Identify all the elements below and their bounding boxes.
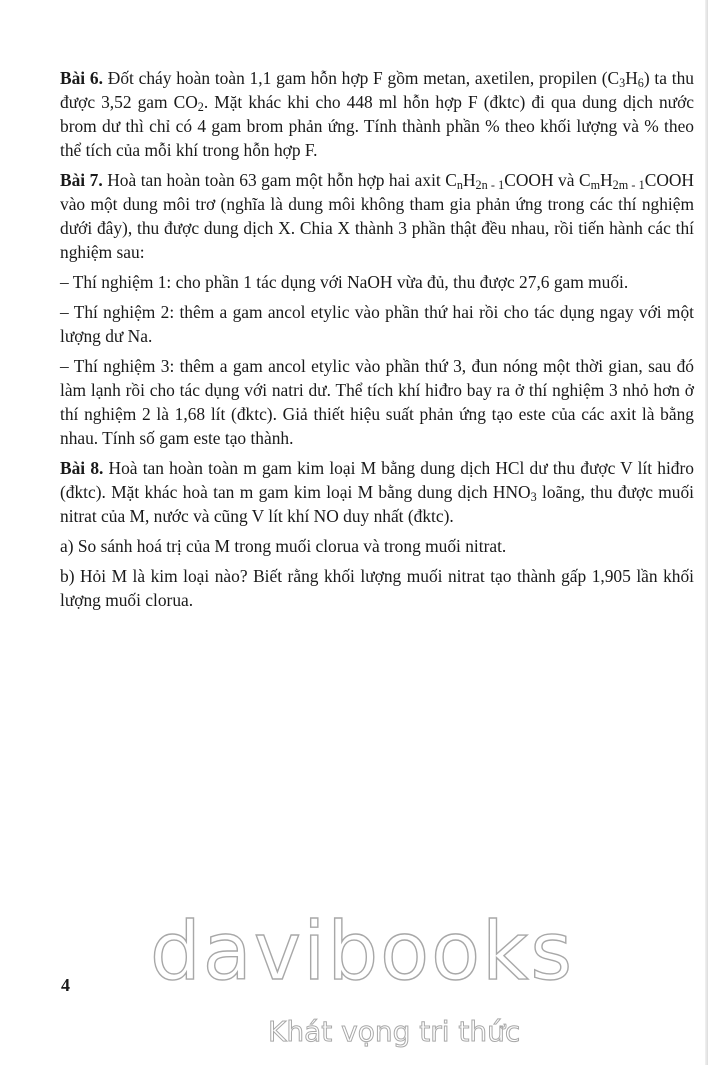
exercise-8 <box>60 456 694 528</box>
subscript: 3 <box>619 76 626 91</box>
exercise-7-text: COOH và C <box>504 170 591 190</box>
watermark-logo: davibooks <box>150 905 575 998</box>
exercise-6-text: . Mặt khác khi cho 448 ml hỗn hợp F (đktc) đi qua dung dịch nước brom dư thì chỉ có 4 gam brom phản ứng. Tính thành phần % theo khối lượng và % theo thể tích của mỗi khí trong hỗn hợp F. <box>60 92 694 160</box>
subscript: 2m - 1 <box>612 178 645 193</box>
subscript: 2 <box>197 100 204 115</box>
exercise-8-text: Hoà tan hoàn toàn m gam kim loại M bằng dung dịch HCl dư thu được V lít hiđro (đktc). Mặt khác hoà tan m gam kim loại M bằng dung dịch HNO <box>60 458 694 502</box>
exercise-6-text: Đốt cháy hoàn toàn 1,1 gam hỗn hợp F gồm metan, axetilen, propilen (C <box>102 68 620 88</box>
exercise-6-heading: Bài 6. <box>60 68 103 88</box>
subscript: 6 <box>637 76 644 91</box>
exercise-8-heading: Bài 8. <box>60 458 104 478</box>
subscript: 3 <box>530 490 537 505</box>
page-number: 4 <box>61 975 70 995</box>
subscript: n <box>456 178 463 193</box>
exercise-8-text: loãng, thu được muối nitrat của M, nước và cũng V lít khí NO duy nhất (đktc). <box>60 482 694 526</box>
exercise-6-text: H <box>625 68 638 88</box>
subscript: m <box>590 178 601 193</box>
watermark-tagline: Khát vọng tri thức <box>268 1015 521 1048</box>
exercise-8-question-a: a) So sánh hoá trị của M trong muối clorua và trong muối nitrat. <box>60 536 507 556</box>
exercise-7-text: Hoà tan hoàn toàn 63 gam một hỗn hợp hai axit C <box>102 170 457 190</box>
exercise-7-text: COOH vào một dung môi trơ (nghĩa là dung môi không tham gia phản ứng trong các thí nghiệm dưới đây), thu được dung dịch X. Chia X thành 3 phần thật đều nhau, rồi tiến hành các thí nghiệm sau: <box>60 170 694 262</box>
exercise-7-text: H <box>462 170 476 190</box>
exercise-7-experiment-1: – Thí nghiệm 1: cho phần 1 tác dụng với NaOH vừa đủ, thu được 27,6 gam muối. <box>60 272 629 292</box>
exercise-7-experiment-3: – Thí nghiệm 3: thêm a gam ancol etylic vào phần thứ 3, đun nóng một thời gian, sau đó làm lạnh rồi cho tác dụng với natri dư. Thể tích khí hiđro bay ra ở thí nghiệm 3 nhỏ hơn ở thí nghiệm 2 là 1,68 lít (đktc). Giả thiết hiệu suất phản ứng tạo este của các axit là bằng nhau. Tính số gam este tạo thành. <box>60 356 694 448</box>
exercise-7 <box>60 168 694 264</box>
page-content <box>60 66 694 618</box>
exercise-6-text: ) ta thu được 3,52 gam CO <box>60 68 694 112</box>
exercise-6 <box>60 66 694 162</box>
exercise-7-text: H <box>600 170 613 190</box>
exercise-8-question-b: b) Hỏi M là kim loại nào? Biết rằng khối lượng muối nitrat tạo thành gấp 1,905 lần khối lượng muối clorua. <box>60 566 694 610</box>
exercise-7-experiment-2: – Thí nghiệm 2: thêm a gam ancol etylic vào phần thứ hai rồi cho tác dụng ngay với một lượng dư Na. <box>60 302 694 346</box>
subscript: 2n - 1 <box>475 178 505 193</box>
exercise-7-heading: Bài 7. <box>60 170 103 190</box>
